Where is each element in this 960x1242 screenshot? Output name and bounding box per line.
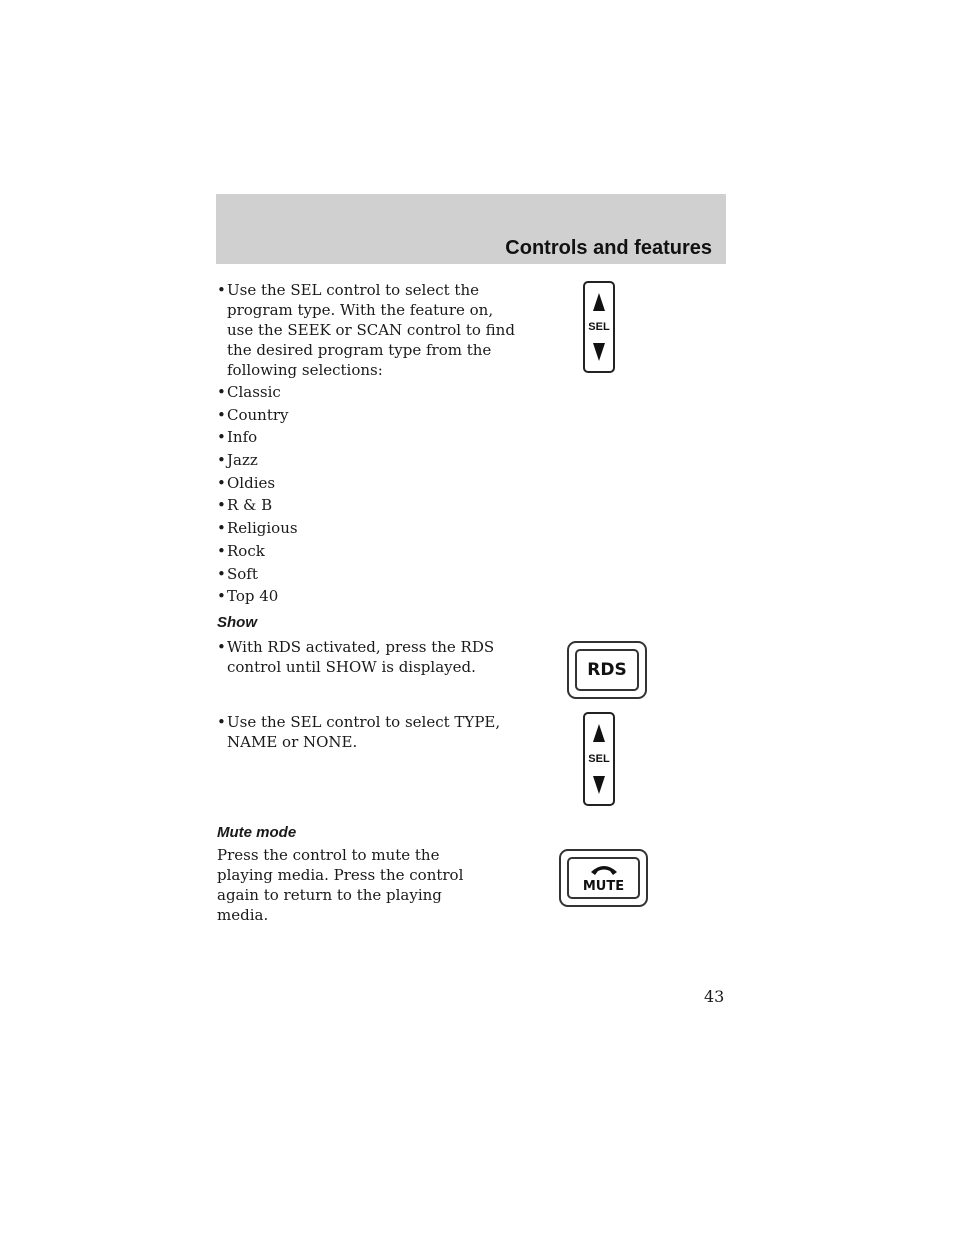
page-number: 43 (704, 987, 725, 1006)
list-item: • R & B (217, 496, 273, 515)
list-item: • Religious (217, 519, 298, 538)
list-item: • Top 40 (217, 587, 279, 606)
program-type-intro: Use the SEL control to select the program type. With the feature on, use the SEEK or SCAN control to find the desired program type from the following selections: (227, 281, 515, 379)
list-item: • Use the SEL control to select TYPE, NAME or NONE. (217, 713, 501, 751)
rds-control-icon: RDS (567, 641, 647, 699)
sel-control-icon: SEL (583, 281, 615, 373)
show-step-1 (217, 637, 517, 677)
mute-body: Press the control to mute the playing media. Press the control again to return to the playing media. (217, 846, 464, 924)
list-item: • Oldies (217, 473, 276, 492)
arrow-down-icon (593, 343, 605, 361)
list-item: • Jazz (217, 451, 258, 470)
list-item: • Country (217, 405, 289, 424)
page-title: Controls and features (505, 237, 712, 259)
mute-control-icon: MUTE (559, 849, 648, 907)
list-item: • With RDS activated, press the RDS control until SHOW is displayed. (217, 638, 495, 676)
arrow-up-icon (593, 293, 605, 311)
arrow-down-icon (593, 776, 605, 794)
list-item: • Soft (217, 564, 258, 583)
list-item: • Use the SEL control to select the program type. With the feature on, use the SEEK or SCAN control to find the desired program type from the following selections: (217, 280, 517, 380)
list-item: • Classic (217, 383, 281, 401)
show-step-2 (217, 712, 517, 752)
list-item: • Info (217, 428, 258, 447)
arrow-up-icon (593, 724, 605, 742)
phone-icon (589, 862, 619, 878)
header-band (216, 194, 726, 264)
selection-list (217, 382, 517, 606)
show-heading: Show (217, 614, 257, 631)
mute-heading: Mute mode (217, 824, 297, 841)
list-item: • Rock (217, 541, 265, 560)
sel-control-icon: SEL (583, 712, 615, 806)
program-type-section (217, 280, 517, 380)
